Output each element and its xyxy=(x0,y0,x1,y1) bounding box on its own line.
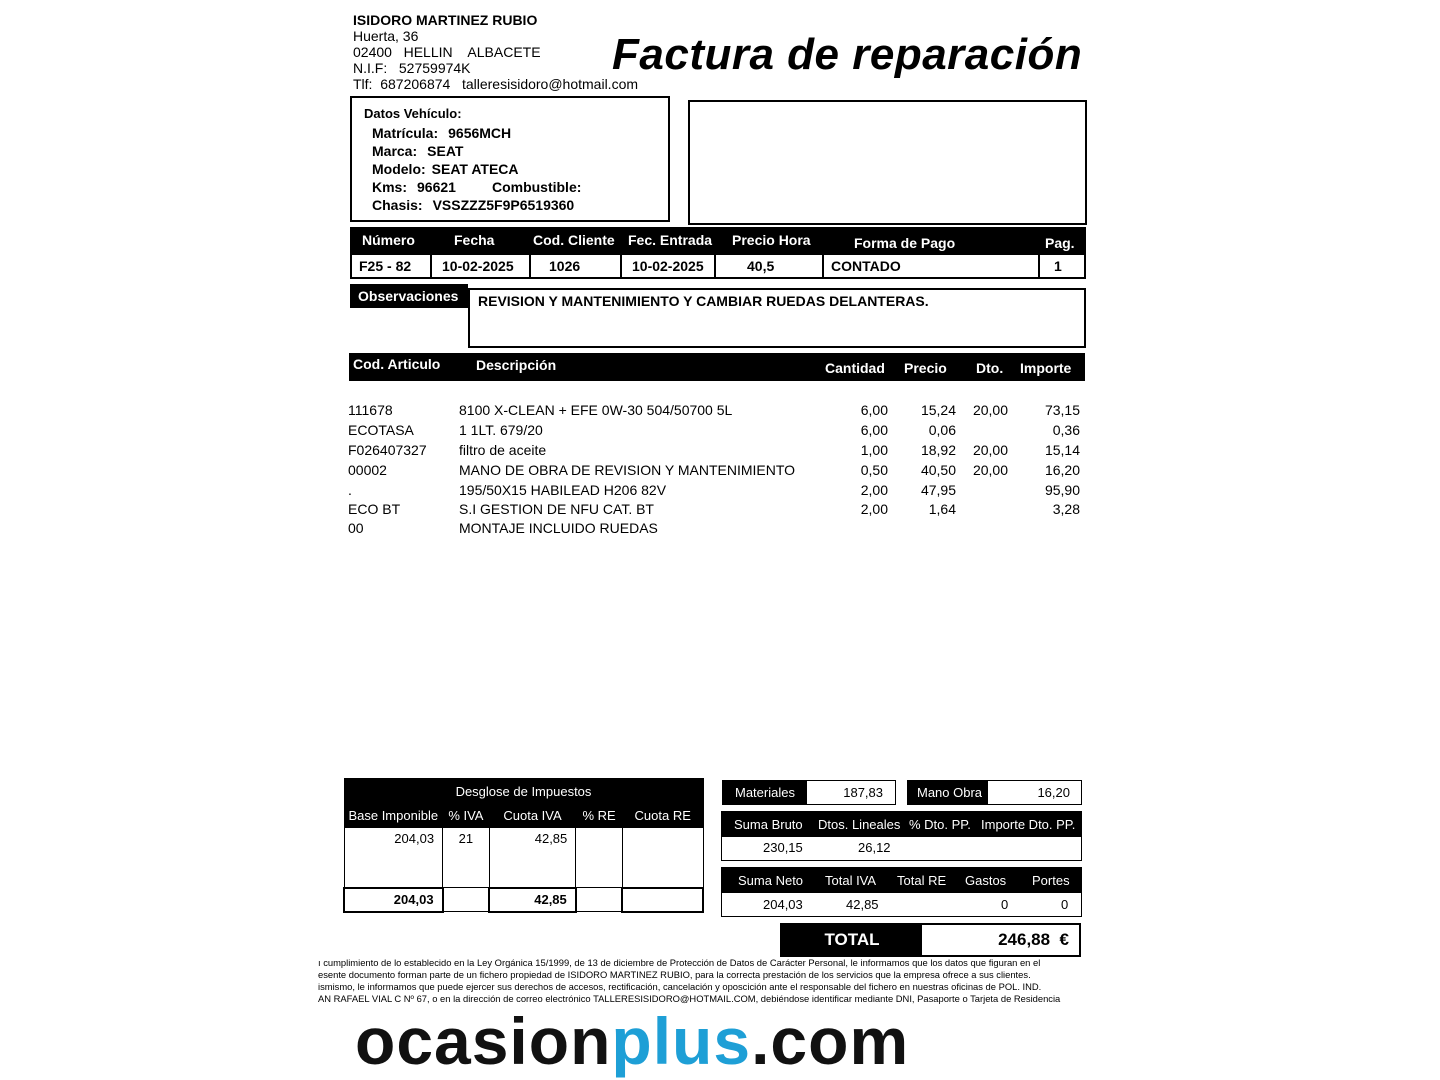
item-importe: 73,15 xyxy=(1044,402,1080,418)
precio-header: Precio xyxy=(904,360,947,376)
materiales-box xyxy=(722,780,896,805)
suma-neto-header xyxy=(721,867,1082,893)
legal-line: AN RAFAEL VIAL C Nº 67, o en la dirección de correo electrónico TALLERESISIDORO@HOTMAIL.COM, debiéndose identificar mediante DNI, Pasaporte o Tarjeta de Residencia xyxy=(318,993,1061,1004)
item-cantidad: 2,00 xyxy=(860,501,888,517)
watermark-part3: .com xyxy=(751,1004,910,1078)
item-cod: . xyxy=(348,482,352,498)
dto-header: Dto. xyxy=(976,360,1004,376)
item-cantidad: 6,00 xyxy=(860,422,888,438)
item-cod: ECO BT xyxy=(348,501,401,517)
tax-header: Base Imponible xyxy=(344,804,443,828)
pag-label: Pag. xyxy=(1045,235,1075,251)
item-precio: 15,24 xyxy=(920,402,956,418)
company-name: ISIDORO MARTINEZ RUBIO xyxy=(353,12,538,28)
item-cantidad: 0,50 xyxy=(860,462,888,478)
fec-entrada-label: Fec. Entrada xyxy=(628,232,713,248)
modelo-label: Modelo: xyxy=(372,161,426,177)
suma-neto-values xyxy=(721,892,1082,917)
item-cod: 111678 xyxy=(348,402,393,418)
item-desc: MANO DE OBRA DE REVISION Y MANTENIMIENTO xyxy=(459,462,796,478)
chasis-value: VSSZZZ5F9P6519360 xyxy=(432,197,575,213)
item-cantidad: 2,00 xyxy=(860,482,888,498)
marca-value: SEAT xyxy=(427,143,464,159)
vehicle-matricula xyxy=(372,125,511,141)
total-iva-label: Total IVA xyxy=(825,873,877,888)
descripcion-header: Descripción xyxy=(476,357,557,373)
item-row xyxy=(348,422,1088,442)
matricula-value: 9656MCH xyxy=(448,125,512,141)
ocasionplus-watermark xyxy=(355,1005,909,1077)
vehicle-marca xyxy=(372,143,463,159)
total-value: 246,88 € xyxy=(998,930,1069,949)
suma-bruto-value: 230,15 xyxy=(763,840,803,855)
materiales-value: 187,83 xyxy=(843,785,883,800)
item-desc: 1 1LT. 679/20 xyxy=(459,422,543,438)
observaciones-label-text: Observaciones xyxy=(358,288,459,304)
dtos-lineales-value: 26,12 xyxy=(858,840,891,855)
item-cantidad: 1,00 xyxy=(860,442,888,458)
suma-bruto-header xyxy=(721,811,1082,837)
tax-total-cell: 42,85 xyxy=(489,888,576,912)
suma-neto-label: Suma Neto xyxy=(738,873,804,888)
watermark-part2: plus xyxy=(611,1004,752,1078)
total-label: TOTAL xyxy=(782,925,922,955)
vehicle-header: Datos Vehículo: xyxy=(364,106,462,121)
vehicle-modelo xyxy=(372,161,519,177)
legal-line: ismismo, le informamos que puede ejercer sus derechos de accesos, rectificación, cancelación y oposcición ante el responsable del fichero en nuestras oficinas de POL. IND. xyxy=(318,981,1042,992)
item-precio: 47,95 xyxy=(920,482,956,498)
tax-header: % RE xyxy=(576,804,623,828)
fec-entrada-value: 10-02-2025 xyxy=(632,258,704,274)
total-re-label: Total RE xyxy=(897,873,947,888)
gastos-label: Gastos xyxy=(965,873,1007,888)
numero-label: Número xyxy=(362,232,415,248)
numero-value: F25 - 82 xyxy=(359,258,412,274)
kms-label: Kms: xyxy=(372,179,408,195)
cantidad-header: Cantidad xyxy=(825,360,885,376)
company-street: Huerta, 36 xyxy=(353,28,419,44)
tax-header: % IVA xyxy=(443,804,490,828)
item-importe: 15,14 xyxy=(1044,442,1080,458)
importe-dto-pp-label: Importe Dto. PP. xyxy=(981,817,1076,832)
portes-value: 0 xyxy=(1061,897,1069,912)
tax-total-cell xyxy=(622,888,703,912)
tax-cell: 204,03 xyxy=(344,828,443,888)
item-cod: F026407327 xyxy=(348,442,427,458)
mano-obra-box xyxy=(907,780,1082,805)
portes-label: Portes xyxy=(1032,873,1070,888)
invoice-values xyxy=(350,253,1086,279)
item-desc: filtro de aceite xyxy=(459,442,547,458)
item-row xyxy=(348,482,1088,502)
observaciones-box xyxy=(468,288,1086,348)
tax-breakdown-table xyxy=(343,778,704,913)
company-info xyxy=(353,12,638,92)
cod-cliente-label: Cod. Cliente xyxy=(533,232,615,248)
total-box xyxy=(780,923,1081,957)
item-precio: 0,06 xyxy=(928,422,956,438)
forma-pago-value: CONTADO xyxy=(831,258,901,274)
cod-cliente-value: 1026 xyxy=(549,258,581,274)
invoice-header-bar xyxy=(350,227,1086,255)
item-importe: 0,36 xyxy=(1052,422,1080,438)
precio-hora-label: Precio Hora xyxy=(732,232,811,248)
fecha-label: Fecha xyxy=(454,232,495,248)
observaciones-text: REVISION Y MANTENIMIENTO Y CAMBIAR RUEDAS DELANTERAS. xyxy=(478,293,929,309)
modelo-value: SEAT ATECA xyxy=(431,161,519,177)
fecha-value: 10-02-2025 xyxy=(442,258,514,274)
item-desc: 195/50X15 HABILEAD H206 82V xyxy=(459,482,667,498)
forma-pago-label: Forma de Pago xyxy=(854,235,956,251)
item-row xyxy=(348,402,1088,422)
combustible-label: Combustible: xyxy=(491,179,582,195)
item-row xyxy=(348,462,1088,482)
tax-header: Cuota RE xyxy=(622,804,703,828)
importe-header: Importe xyxy=(1020,360,1072,376)
item-cod: ECOTASA xyxy=(348,422,414,438)
item-importe: 95,90 xyxy=(1044,482,1080,498)
mano-obra-label: Mano Obra xyxy=(917,785,983,800)
total-iva-value: 42,85 xyxy=(846,897,879,912)
suma-bruto-values xyxy=(721,836,1082,861)
vehicle-kms xyxy=(372,179,581,195)
legal-line: ı cumplimiento de lo establecido en la Ley Orgánica 15/1999, de 13 de diciembre de Protección de Datos de Carácter Personal, le informamos que los datos que figuran en el xyxy=(318,957,1041,968)
kms-value: 96621 xyxy=(417,179,456,195)
dtos-lineales-label: Dtos. Lineales xyxy=(818,817,901,832)
item-precio: 1,64 xyxy=(928,501,956,517)
marca-label: Marca: xyxy=(372,143,418,159)
item-dto: 20,00 xyxy=(972,442,1008,458)
tax-title: Desglose de Impuestos xyxy=(344,779,703,804)
item-row xyxy=(348,442,1088,462)
item-dto: 20,00 xyxy=(972,462,1008,478)
item-row xyxy=(348,520,1088,540)
tax-total-cell xyxy=(576,888,623,912)
legal-notice xyxy=(318,957,1118,1005)
mano-obra-value: 16,20 xyxy=(1037,785,1070,800)
item-precio: 40,50 xyxy=(920,462,956,478)
tax-cell: 21 xyxy=(443,828,490,888)
gastos-value: 0 xyxy=(1001,897,1009,912)
tax-total-cell xyxy=(443,888,490,912)
tax-total-cell: 204,03 xyxy=(344,888,443,912)
item-cod: 00 xyxy=(348,520,364,536)
precio-hora-value: 40,5 xyxy=(747,258,775,274)
vehicle-box xyxy=(350,96,670,222)
item-desc: S.I GESTION DE NFU CAT. BT xyxy=(459,501,654,517)
materiales-label: Materiales xyxy=(735,785,795,800)
company-contact: Tlf: 687206874 talleresisidoro@hotmail.com xyxy=(353,76,639,92)
legal-line: esente documento forman parte de un fichero propiedad de ISIDORO MARTINEZ RUBIO, para la correcta prestación de los servicios que la empresa ofrece a sus clientes. xyxy=(318,969,1031,980)
item-desc: 8100 X-CLEAN + EFE 0W-30 504/50700 5L xyxy=(459,402,733,418)
client-box xyxy=(688,100,1087,225)
item-desc: MONTAJE INCLUIDO RUEDAS xyxy=(459,520,658,536)
tax-cell xyxy=(622,828,703,888)
item-dto: 20,00 xyxy=(972,402,1008,418)
tax-header: Cuota IVA xyxy=(489,804,576,828)
vehicle-chasis xyxy=(372,197,574,213)
observaciones-label xyxy=(350,284,468,308)
suma-neto-value: 204,03 xyxy=(763,897,803,912)
tax-cell xyxy=(576,828,623,888)
item-precio: 18,92 xyxy=(920,442,956,458)
item-importe: 16,20 xyxy=(1044,462,1080,478)
pag-value: 1 xyxy=(1054,258,1062,274)
items-header-bar xyxy=(349,353,1085,381)
dto-pp-label: % Dto. PP. xyxy=(909,817,971,832)
item-row xyxy=(348,501,1088,521)
watermark-part1: ocasion xyxy=(355,1004,612,1078)
item-importe: 3,28 xyxy=(1052,501,1080,517)
tax-cell: 42,85 xyxy=(489,828,576,888)
company-nif: N.I.F: 52759974K xyxy=(353,60,471,76)
chasis-label: Chasis: xyxy=(372,197,423,213)
matricula-label: Matrícula: xyxy=(372,125,439,141)
document-title: Factura de reparación xyxy=(612,30,1083,79)
item-cantidad: 6,00 xyxy=(860,402,888,418)
cod-articulo-header: Cod. Articulo xyxy=(353,356,441,372)
company-city: 02400 HELLIN ALBACETE xyxy=(353,44,541,60)
suma-bruto-label: Suma Bruto xyxy=(734,817,803,832)
item-cod: 00002 xyxy=(348,462,387,478)
